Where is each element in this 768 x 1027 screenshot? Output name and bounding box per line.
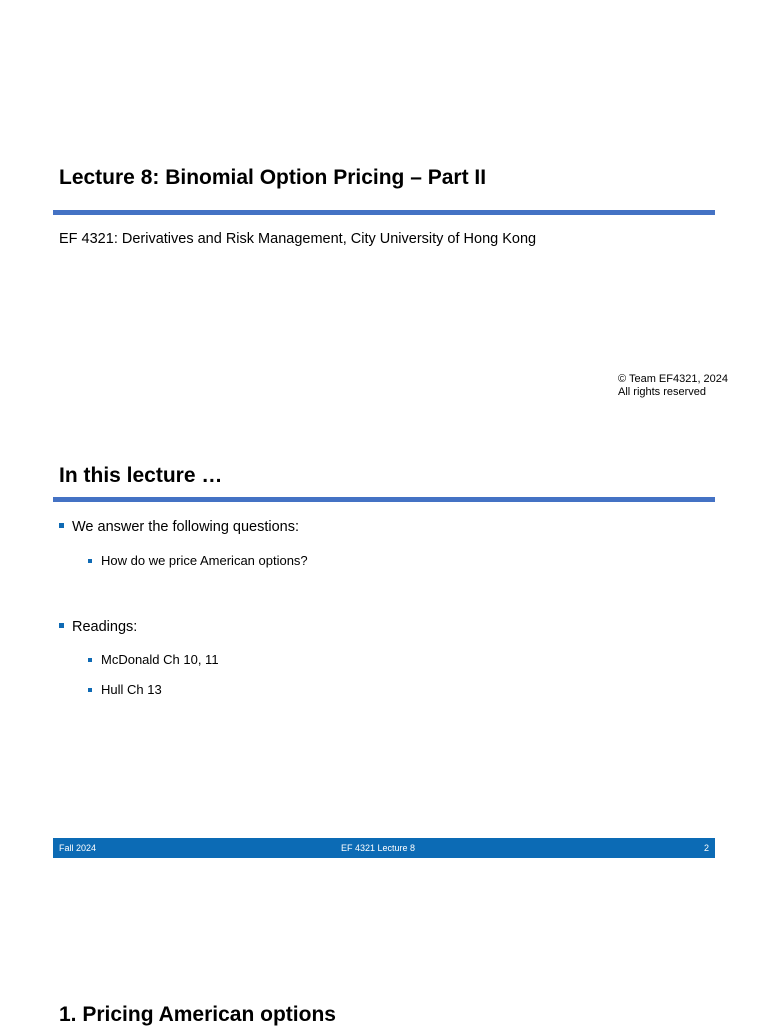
- copyright-notice: [618, 373, 728, 399]
- footer-course: EF 4321 Lecture 8: [341, 843, 416, 853]
- bullet-text: Readings:: [72, 619, 138, 635]
- bullet-text: We answer the following questions:: [72, 519, 300, 535]
- bullet-square-icon: [59, 523, 64, 528]
- sub-bullet-item: [88, 652, 219, 667]
- bullet-square-icon: [88, 658, 92, 662]
- bullet-item: [59, 619, 137, 635]
- bullet-square-icon: [88, 688, 92, 692]
- sub-bullet-item: [88, 682, 162, 697]
- bullet-square-icon: [88, 559, 92, 563]
- slide-title: In this lecture …: [59, 464, 223, 487]
- footer-term: Fall 2024: [59, 843, 97, 853]
- slide-footer: [53, 838, 715, 858]
- copyright-line: © Team EF4321, 2024: [618, 373, 729, 385]
- sub-bullet-text: McDonald Ch 10, 11: [101, 652, 219, 667]
- slide-title: 1. Pricing American options: [59, 1003, 336, 1026]
- footer-page-number: 2: [703, 843, 709, 853]
- slide-title: Lecture 8: Binomial Option Pricing – Part II: [59, 166, 487, 189]
- rights-line: All rights reserved: [618, 386, 707, 398]
- title-divider: [53, 497, 715, 502]
- slide-subtitle: EF 4321: Derivatives and Risk Management, City University of Hong Kong: [59, 231, 537, 247]
- sub-bullet-item: [88, 553, 308, 568]
- sub-bullet-text: How do we price American options?: [101, 553, 308, 568]
- title-divider: [53, 210, 715, 215]
- bullet-item: [59, 519, 299, 535]
- bullet-square-icon: [59, 623, 64, 628]
- sub-bullet-text: Hull Ch 13: [101, 682, 162, 697]
